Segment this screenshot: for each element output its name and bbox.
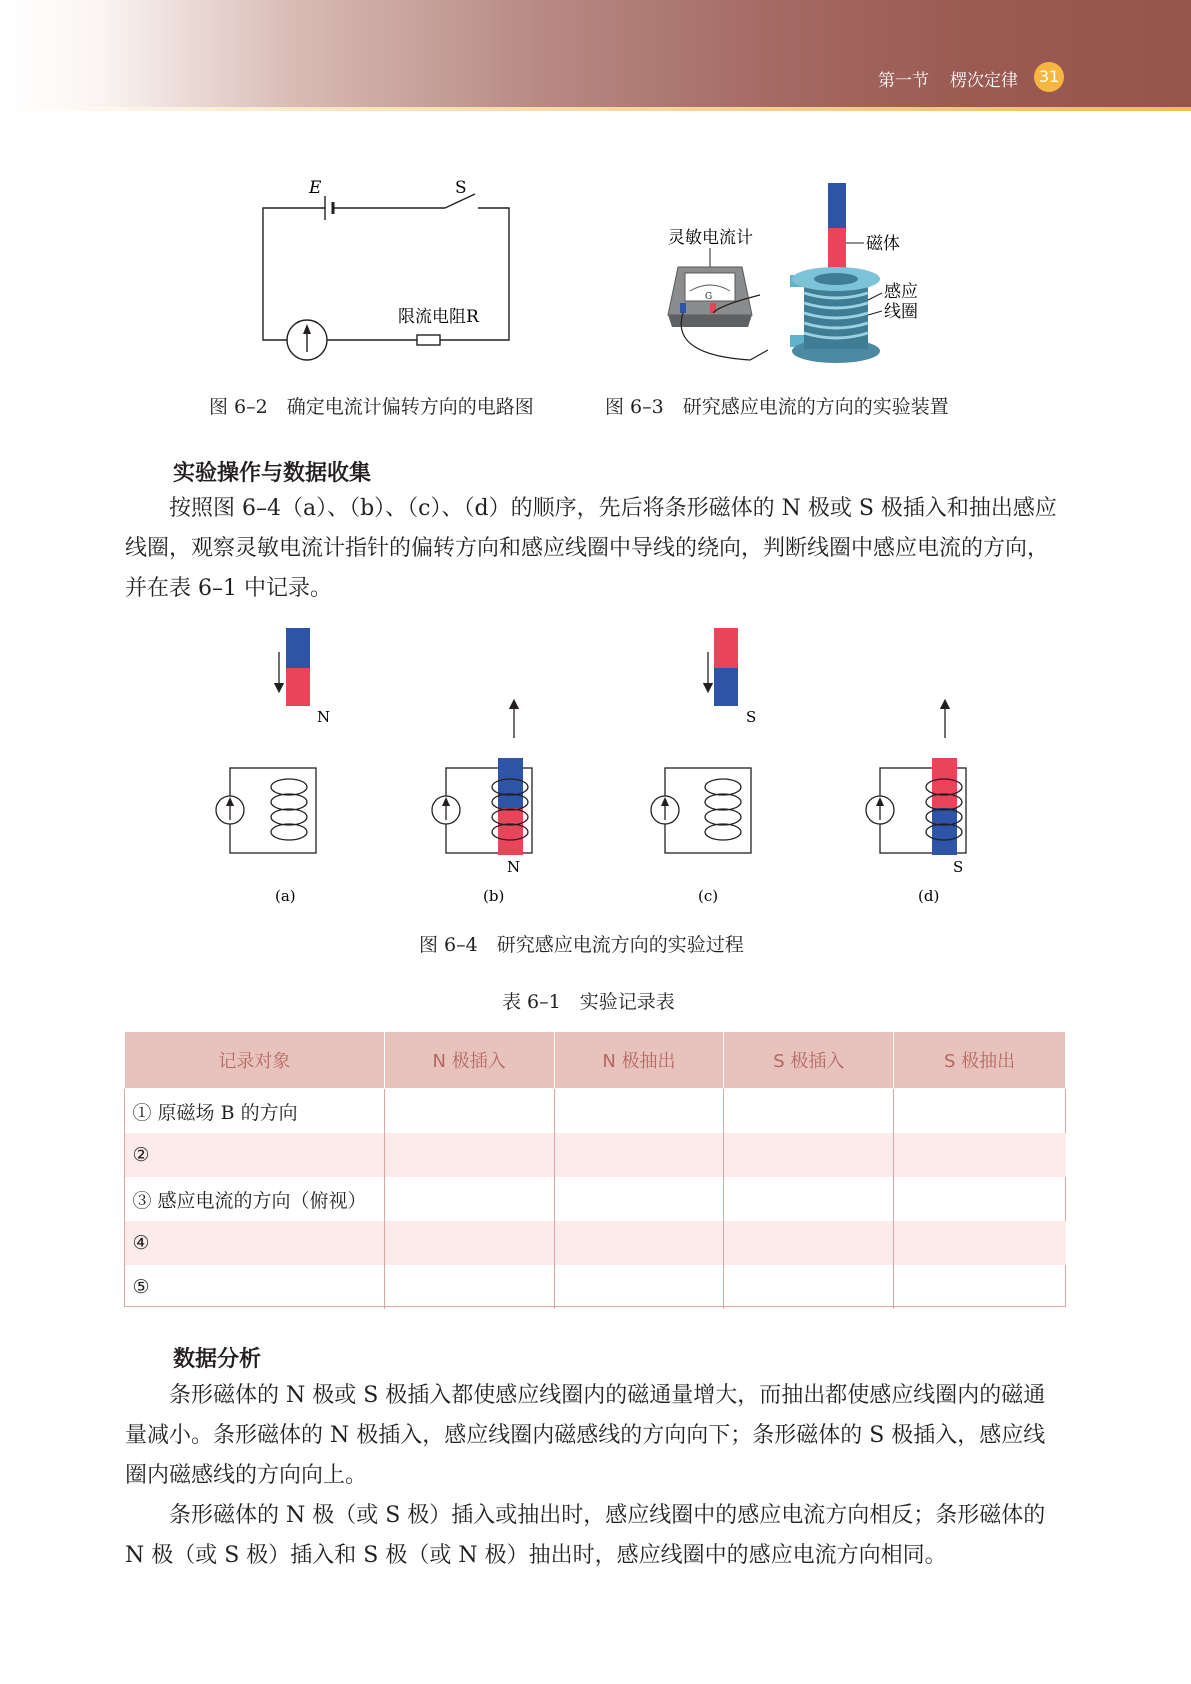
figure-6-3-apparatus [660,175,940,375]
page-number-badge: 31 [1034,62,1064,92]
table-row [125,1133,1066,1177]
table-row [125,1221,1066,1265]
row-label: ② [125,1133,385,1177]
row-label: ⑤ [125,1265,385,1309]
galvanometer-device [668,267,752,327]
table-row [125,1089,1066,1134]
analysis-paragraph-1: 条形磁体的 N 极或 S 极插入都使感应线圈内的磁通量增大，而抽出都使感应线圈内的磁通量减小。条形磁体的 N 极插入，感应线圈内磁感线的方向向下；条形磁体的 S 极插入，感应线圈内磁感线的方向向上。 [125,1383,1046,1488]
label-galvanometer: 灵敏电流计 [668,228,753,248]
row-label: ③ 感应电流的方向（俯视） [125,1177,385,1221]
label-resistor: 限流电阻R [398,307,479,327]
panel-d-label: (d) [918,887,940,905]
table-header-row [125,1032,1066,1089]
label-S: S [455,178,467,198]
header-title: 楞次定律 [950,71,1018,91]
panel-c [651,628,756,905]
label-magnet: 磁体 [866,234,900,254]
row-label: ④ [125,1221,385,1265]
section-heading-analysis: 数据分析 [173,1346,262,1372]
page-header-band [0,0,1191,108]
figure-6-4-process [200,620,990,910]
figure-6-2-circuit [250,170,520,370]
table-header-cell: S 极抽出 [894,1032,1066,1089]
figure-6-2-caption: 图 6–2 确定电流计偏转方向的电路图 [209,396,534,418]
figure-6-4-caption: 图 6–4 研究感应电流方向的实验过程 [419,934,744,956]
table-header-cell: S 极插入 [724,1032,894,1089]
table-header-cell: N 极抽出 [554,1032,724,1089]
panel-c-label: (c) [698,887,719,905]
panel-d-pole: S [953,858,964,876]
table-caption: 表 6–1 实验记录表 [502,991,675,1013]
panel-b [432,704,532,905]
panel-b-label: (b) [483,887,505,905]
record-table [124,1031,1066,1309]
analysis-paragraph-2: 条形磁体的 N 极（或 S 极）插入或抽出时，感应线圈中的感应电流方向相反；条形磁体的 N 极（或 S 极）插入和 S 极（或 N 极）抽出时，感应线圈中的感应电流方向相同。 [125,1503,1046,1568]
table-header-cell: 记录对象 [125,1032,385,1089]
experiment-paragraph-text: 按照图 6–4（a）、（b）、（c）、（d）的顺序，先后将条形磁体的 N 极或 S 极插入和抽出感应线圈，观察灵敏电流计指针的偏转方向和感应线圈中导线的绕向，判断线圈中感应电流的方向，并在表 6–1 中记录。 [125,496,1057,601]
figure-6-3-caption: 图 6–3 研究感应电流的方向的实验装置 [605,396,949,418]
panel-d [866,704,966,905]
section-heading-experiment: 实验操作与数据收集 [173,460,372,486]
label-coil-1: 感应 [884,282,918,302]
analysis-paragraphs [125,1376,1067,1576]
table-row [125,1177,1066,1221]
meter-label-G: G [705,292,713,302]
row-label: ① 原磁场 B 的方向 [125,1089,385,1134]
table-row [125,1265,1066,1309]
magnet-bar [828,183,846,268]
panel-a-label: (a) [275,887,296,905]
panel-a [216,628,330,905]
panel-a-pole: N [317,708,331,726]
header-section: 第一节 [878,71,929,91]
label-E: E [309,178,322,198]
panel-c-pole: S [746,708,757,726]
experiment-paragraph [125,489,1067,609]
induction-coil [790,267,880,363]
label-coil-2: 线圈 [884,302,918,322]
header-rule [0,107,1191,111]
battery-symbol [325,196,333,220]
panel-b-pole: N [507,858,521,876]
table-header-cell: N 极插入 [384,1032,554,1089]
